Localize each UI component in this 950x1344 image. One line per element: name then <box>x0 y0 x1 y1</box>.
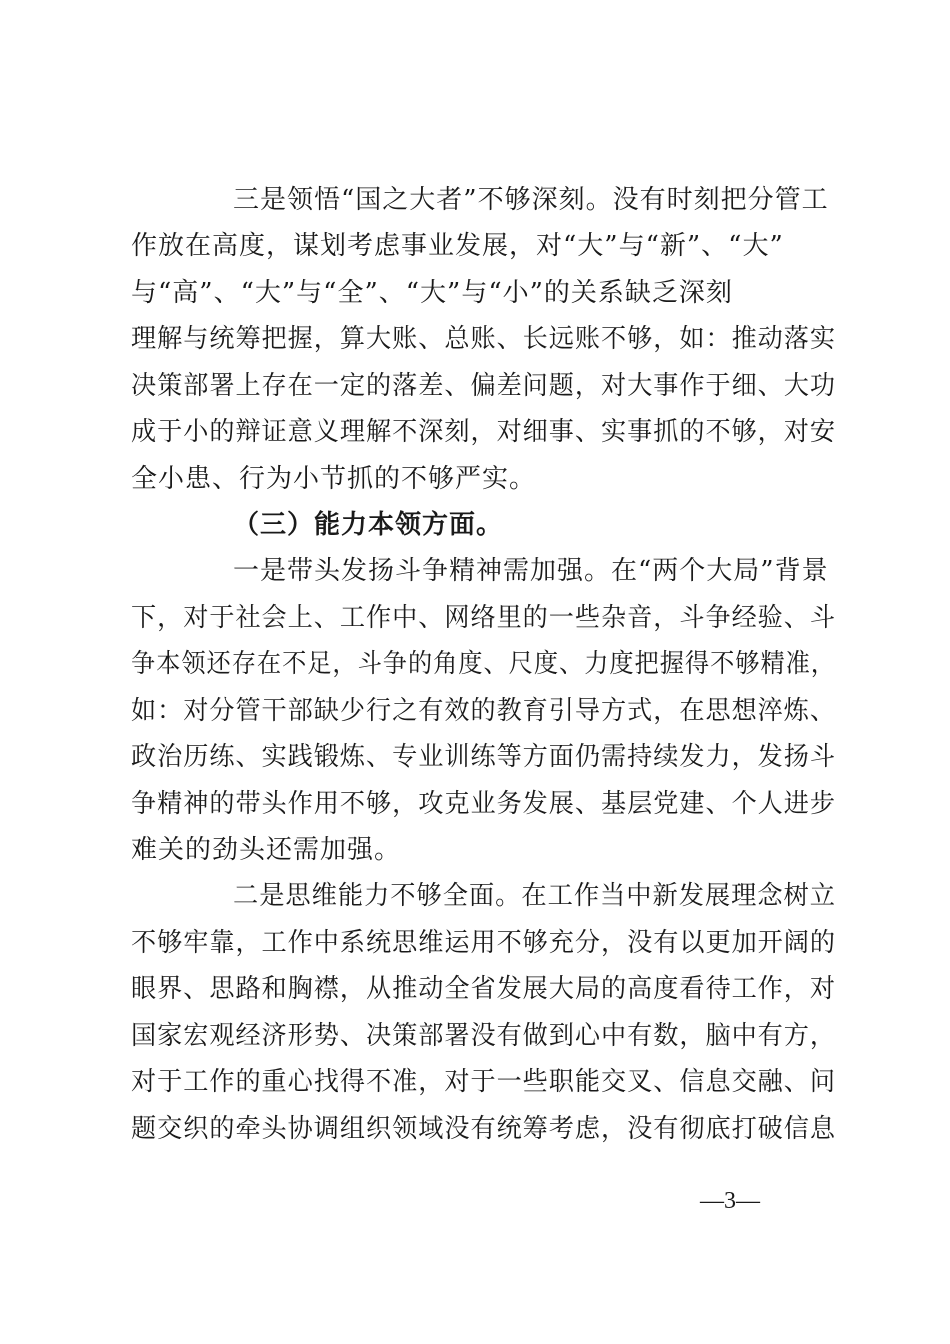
line-text: 争精神的带头作用不够，攻克业务发展、基层党建、个人进步 <box>131 789 837 819</box>
line-text: 三是领悟“国之大者”不够深刻。没有时刻把分管工 <box>233 185 829 215</box>
paragraph-line <box>0 872 950 920</box>
paragraph-line <box>0 176 950 224</box>
paragraph-line <box>0 826 950 874</box>
line-text: 二是思维能力不够全面。在工作当中新发展理念树立 <box>233 881 837 911</box>
paragraph-line <box>0 1105 950 1153</box>
line-text: 决策部署上存在一定的落差、偏差问题，对大事作于细、大功 <box>131 371 837 401</box>
paragraph-line <box>0 269 950 317</box>
line-text: 不够牢靠，工作中系统思维运用不够充分，没有以更加开阔的 <box>131 928 837 958</box>
line-text: 如：对分管干部缺少行之有效的教育引导方式，在思想淬炼、 <box>131 696 837 726</box>
paragraph-line <box>0 640 950 688</box>
line-text: 一是带头发扬斗争精神需加强。在“两个大局”背景 <box>233 556 829 586</box>
paragraph-line <box>0 408 950 456</box>
line-text: 争本领还存在不足，斗争的角度、尺度、力度把握得不够精准， <box>131 649 836 679</box>
paragraph-line <box>0 919 950 967</box>
line-text: 政治历练、实践锻炼、专业训练等方面仍需持续发力，发扬斗 <box>131 742 837 772</box>
line-text: 国家宏观经济形势、决策部署没有做到心中有数，脑中有方， <box>131 1021 837 1051</box>
paragraph-line <box>0 594 950 642</box>
line-text: 全小患、行为小节抓的不够严实。 <box>131 464 537 494</box>
paragraph-line <box>0 780 950 828</box>
line-text: 对于工作的重心找得不准，对于一些职能交叉、信息交融、问 <box>131 1067 837 1097</box>
paragraph-line <box>0 547 950 595</box>
paragraph-line <box>0 733 950 781</box>
paragraph-line <box>0 1058 950 1106</box>
paragraph-line <box>0 1012 950 1060</box>
heading-text: （三）能力本领方面。 <box>233 510 504 540</box>
line-text: 作放在高度，谋划考虑事业发展，对“大”与“新”、“大” <box>131 231 784 261</box>
line-text: 题交织的牵头协调组织领域没有统筹考虑，没有彻底打破信息 <box>131 1114 837 1144</box>
line-text: 下，对于社会上、工作中、网络里的一些杂音，斗争经验、斗 <box>131 603 837 633</box>
line-text: 理解与统筹把握，算大账、总账、长远账不够，如：推动落实 <box>131 324 837 354</box>
paragraph-line <box>0 455 950 503</box>
paragraph-line <box>0 315 950 363</box>
paragraph-line <box>0 965 950 1013</box>
line-text: 难关的劲头还需加强。 <box>131 835 402 865</box>
paragraph-line <box>0 222 950 270</box>
page-number: —3— <box>700 1188 760 1214</box>
paragraph-line <box>0 687 950 735</box>
line-text: 成于小的辩证意义理解不深刻，对细事、实事抓的不够，对安 <box>131 417 837 447</box>
line-text: 眼界、思路和胸襟，从推动全省发展大局的高度看待工作，对 <box>131 974 837 1004</box>
line-text: 与“高”、“大”与“全”、“大”与“小”的关系缺乏深刻 <box>131 278 733 308</box>
paragraph-line <box>0 362 950 410</box>
section-heading <box>0 501 950 549</box>
